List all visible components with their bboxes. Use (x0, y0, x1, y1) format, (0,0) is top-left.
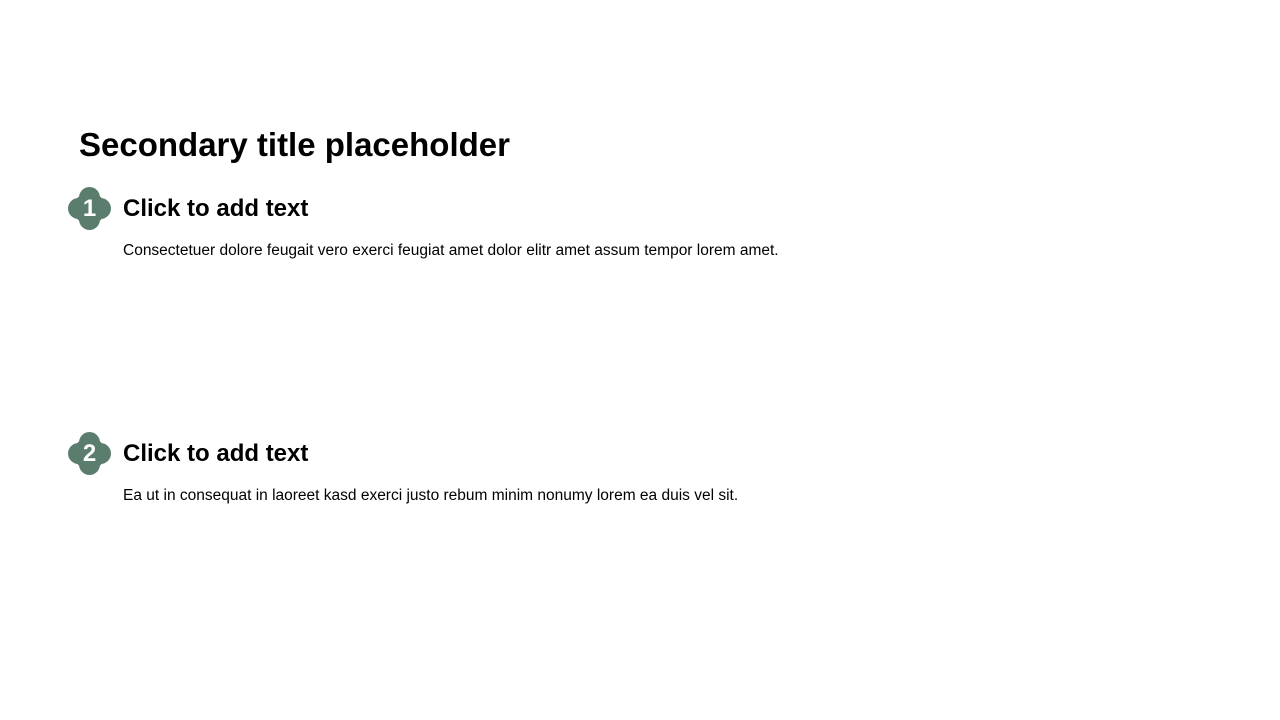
item-heading-2[interactable]: Click to add text (123, 440, 309, 467)
number-badge-1 (68, 187, 111, 230)
item-body-1[interactable]: Consectetuer dolore feugait vero exerci feugiat amet dolor elitr amet assum tempor lorem amet. (123, 242, 779, 259)
page-title[interactable]: Secondary title placeholder (79, 126, 510, 163)
item-body-2[interactable]: Ea ut in consequat in laoreet kasd exerci justo rebum minim nonumy lorem ea duis vel sit. (123, 487, 739, 504)
badge-number-1: 1 (82, 195, 97, 222)
item-heading-1[interactable]: Click to add text (123, 195, 309, 222)
list-item-2 (68, 432, 968, 522)
list-item-1 (68, 187, 968, 277)
badge-number-2: 2 (82, 440, 97, 467)
number-badge-2 (68, 432, 111, 475)
